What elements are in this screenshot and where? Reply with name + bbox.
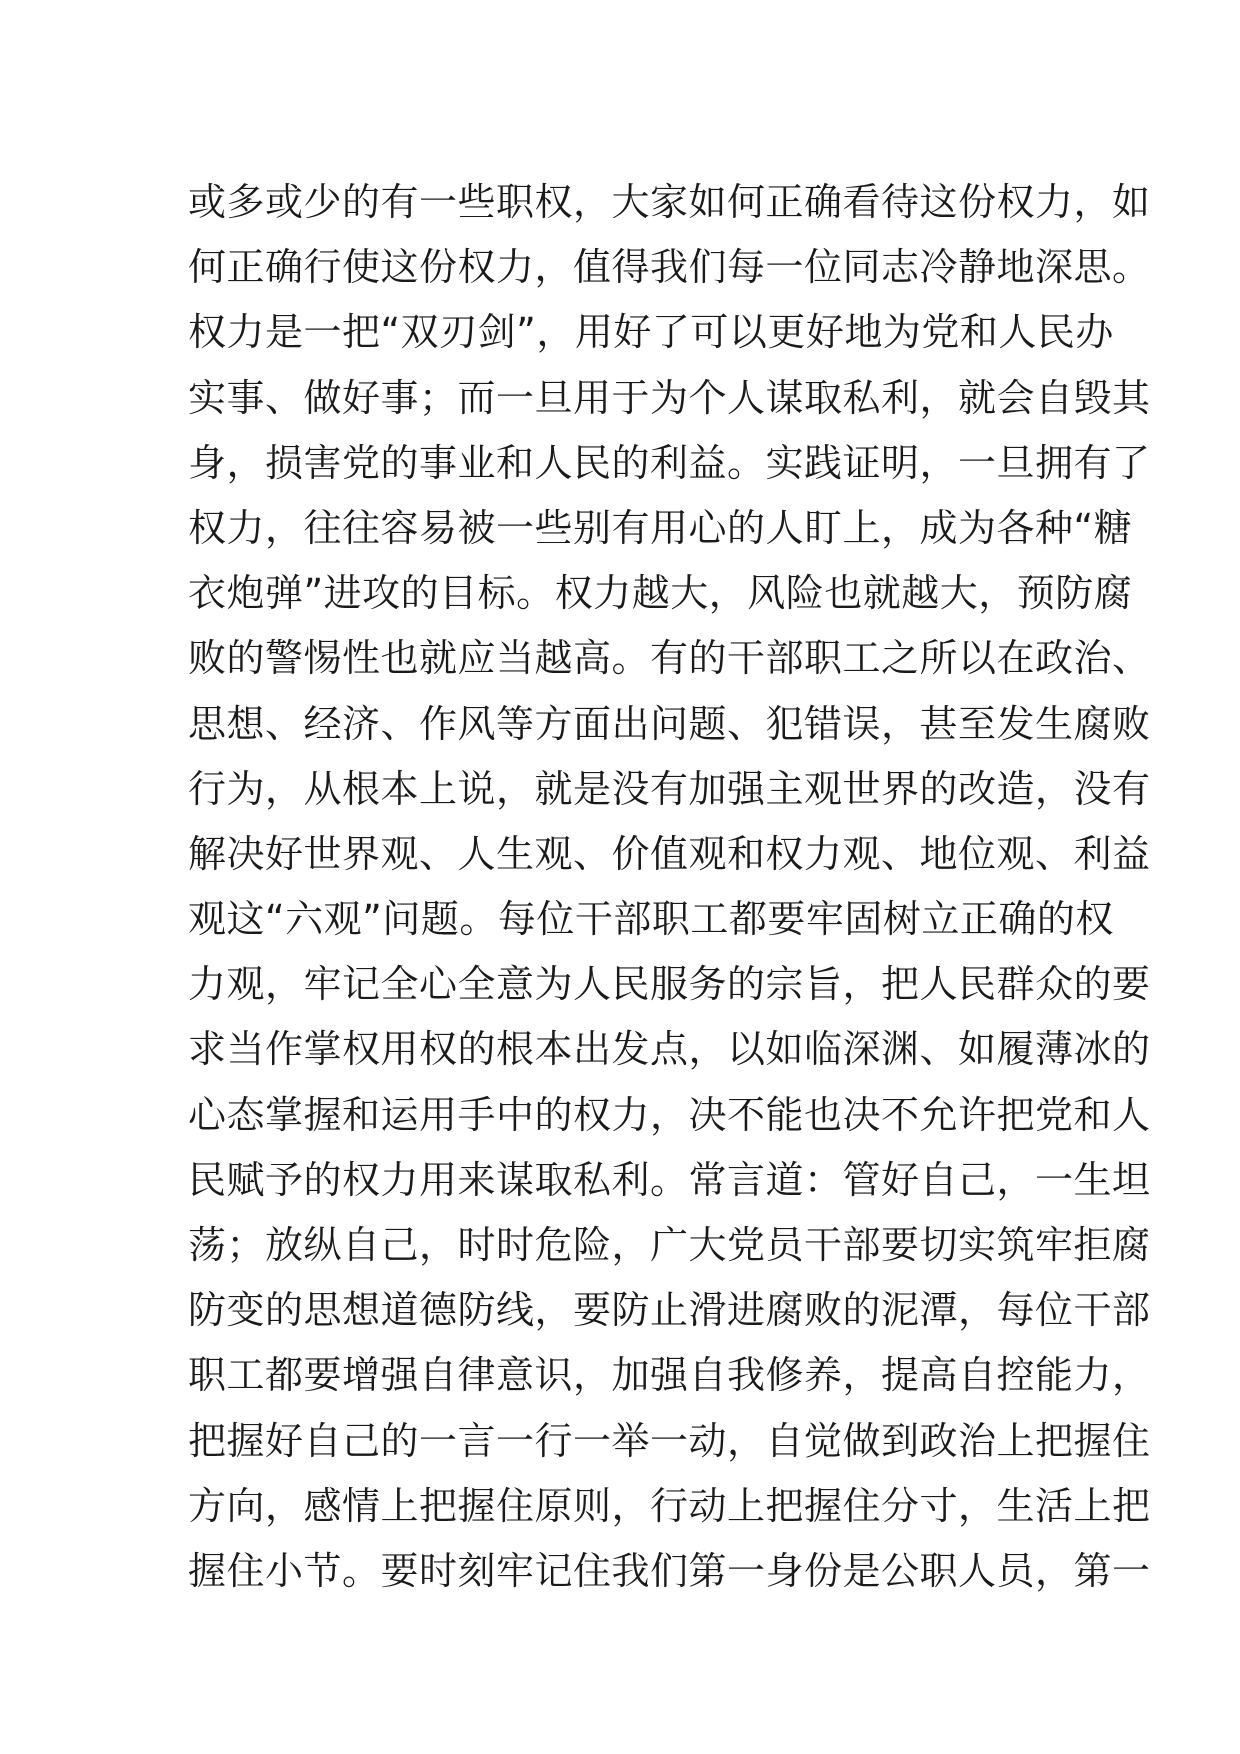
text-line: 行为，从根本上说，就是没有加强主观世界的改造，没有 [188, 766, 1151, 811]
text-line: 方向，感情上把握住原则，行动上把握住分寸，生活上把 [188, 1483, 1151, 1528]
body-text [188, 170, 1151, 1604]
text-line: 思想、经济、作风等方面出问题、犯错误，甚至发生腐败 [188, 701, 1151, 746]
text-line: 民赋予的权力用来谋取私利。常言道：管好自己，一生坦 [188, 1157, 1151, 1202]
text-line: 求当作掌权用权的根本出发点，以如临深渊、如履薄冰的 [188, 1027, 1151, 1072]
text-line: 观这“六观”问题。每位干部职工都要牢固树立正确的权 [188, 897, 1114, 942]
text-line: 心态掌握和运用手中的权力，决不能也决不允许把党和人 [188, 1092, 1151, 1137]
text-line: 权力，往往容易被一些别有用心的人盯上，成为各种“糖 [188, 505, 1133, 550]
text-line: 力观，牢记全心全意为人民服务的宗旨，把人民群众的要 [188, 962, 1151, 1007]
text-line: 荡；放纵自己，时时危险，广大党员干部要切实筑牢拒腐 [188, 1223, 1151, 1267]
text-line: 把握好自己的一言一行一举一动，自觉做到政治上把握住 [188, 1418, 1151, 1463]
text-line: 何正确行使这份权力，值得我们每一位同志冷静地深思。 [188, 245, 1151, 290]
text-line: 实事、做好事；而一旦用于为个人谋取私利，就会自毁其 [188, 375, 1151, 420]
text-line: 权力是一把“双刃剑”，用好了可以更好地为党和人民办 [188, 310, 1114, 355]
text-line: 握住小节。要时刻牢记住我们第一身份是公职人员，第一 [188, 1548, 1151, 1593]
text-line: 败的警惕性也就应当越高。有的干部职工之所以在政治、 [188, 636, 1151, 681]
text-line: 解决好世界观、人生观、价值观和权力观、地位观、利益 [188, 831, 1151, 876]
text-line: 或多或少的有一些职权，大家如何正确看待这份权力，如 [188, 180, 1151, 224]
text-line: 身，损害党的事业和人民的利益。实践证明，一旦拥有了 [188, 440, 1151, 485]
text-line: 衣炮弹”进攻的目标。权力越大，风险也就越大，预防腐 [188, 571, 1133, 616]
text-line: 职工都要增强自律意识，加强自我修养，提高自控能力， [188, 1353, 1151, 1398]
text-line: 防变的思想道德防线，要防止滑进腐败的泥潭，每位干部 [188, 1288, 1151, 1333]
